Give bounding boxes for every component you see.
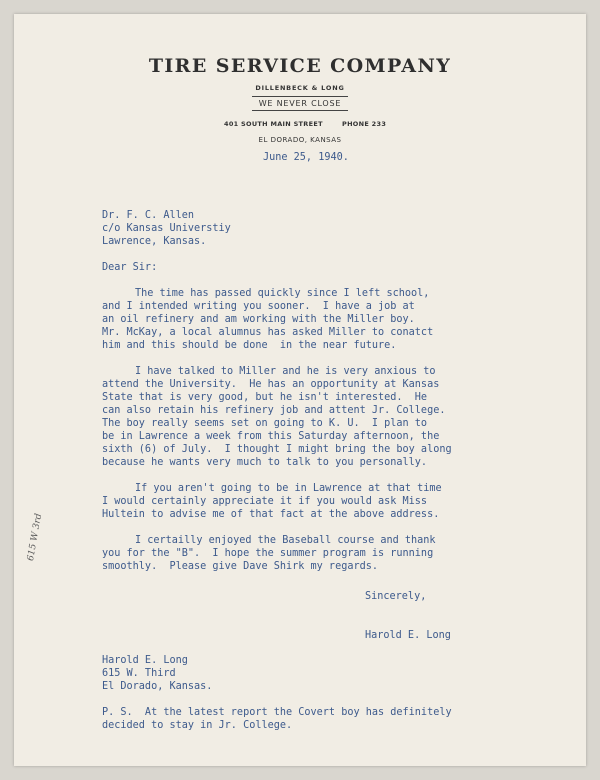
body-line: I certailly enjoyed the Baseball course and thank [135,535,436,546]
body-line: him and this should be done in the near future. [102,340,397,351]
body-line: smoothly. Please give Dave Shirk my regards. [102,561,379,572]
body-line: attend the University. He has an opportunity at Kansas [102,379,440,390]
body-line: The boy really seems set on going to K. U. I plan to [102,418,428,429]
body-line: be in Lawrence a week from this Saturday afternoon, the [102,431,440,442]
recipient-line: Dr. F. C. Allen [102,210,195,221]
body-line: The time has passed quickly since I left school, [135,288,430,299]
recipient-line: c/o Kansas Universtiy [102,223,231,234]
typed-signature: Harold E. Long [365,630,451,641]
body-line: you for the "B". I hope the summer program is running [102,548,434,559]
letter-date: June 25, 1940. [263,152,349,163]
body-line: sixth (6) of July. I thought I might bring the boy along [102,444,452,455]
body-line: because he wants very much to talk to you personally. [102,457,428,468]
recipient-line: Lawrence, Kansas. [102,236,207,247]
closing: Sincerely, [365,591,427,602]
body-line: I have talked to Miller and he is very anxious to [135,366,436,377]
body-line: I would certainly appreciate it if you would ask Miss [102,496,428,507]
postscript-line: decided to stay in Jr. College. [102,720,293,731]
street-address: 401 SOUTH MAIN STREET [224,120,323,128]
sender-line: 615 W. Third [102,668,176,679]
body-line: and I intended writing you sooner. I have a job at [102,301,415,312]
body-line: State that is very good, but he isn't interested. He [102,392,428,403]
margin-note: 615 W 3rd [26,512,45,562]
sender-line: El Dorado, Kansas. [102,681,213,692]
body-line: can also retain his refinery job and attent Jr. College. [102,405,446,416]
salutation: Dear Sir: [102,262,158,273]
proprietors: DILLENBECK & LONG [255,84,345,92]
company-name: TIRE SERVICE COMPANY [148,55,452,77]
sender-line: Harold E. Long [102,655,188,666]
postscript-line: P. S. At the latest report the Covert boy has definitely [102,707,452,718]
city: EL DORADO, KANSAS [258,136,342,144]
phone-number: PHONE 233 [342,120,387,128]
body-line: an oil refinery and am working with the Miller boy. [102,314,415,325]
body-line: Hultein to advise me of that fact at the above address. [102,509,440,520]
slogan: WE NEVER CLOSE [252,96,348,111]
body-line: If you aren't going to be in Lawrence at that time [135,483,442,494]
body-line: Mr. McKay, a local alumnus has asked Miller to conatct [102,327,434,338]
